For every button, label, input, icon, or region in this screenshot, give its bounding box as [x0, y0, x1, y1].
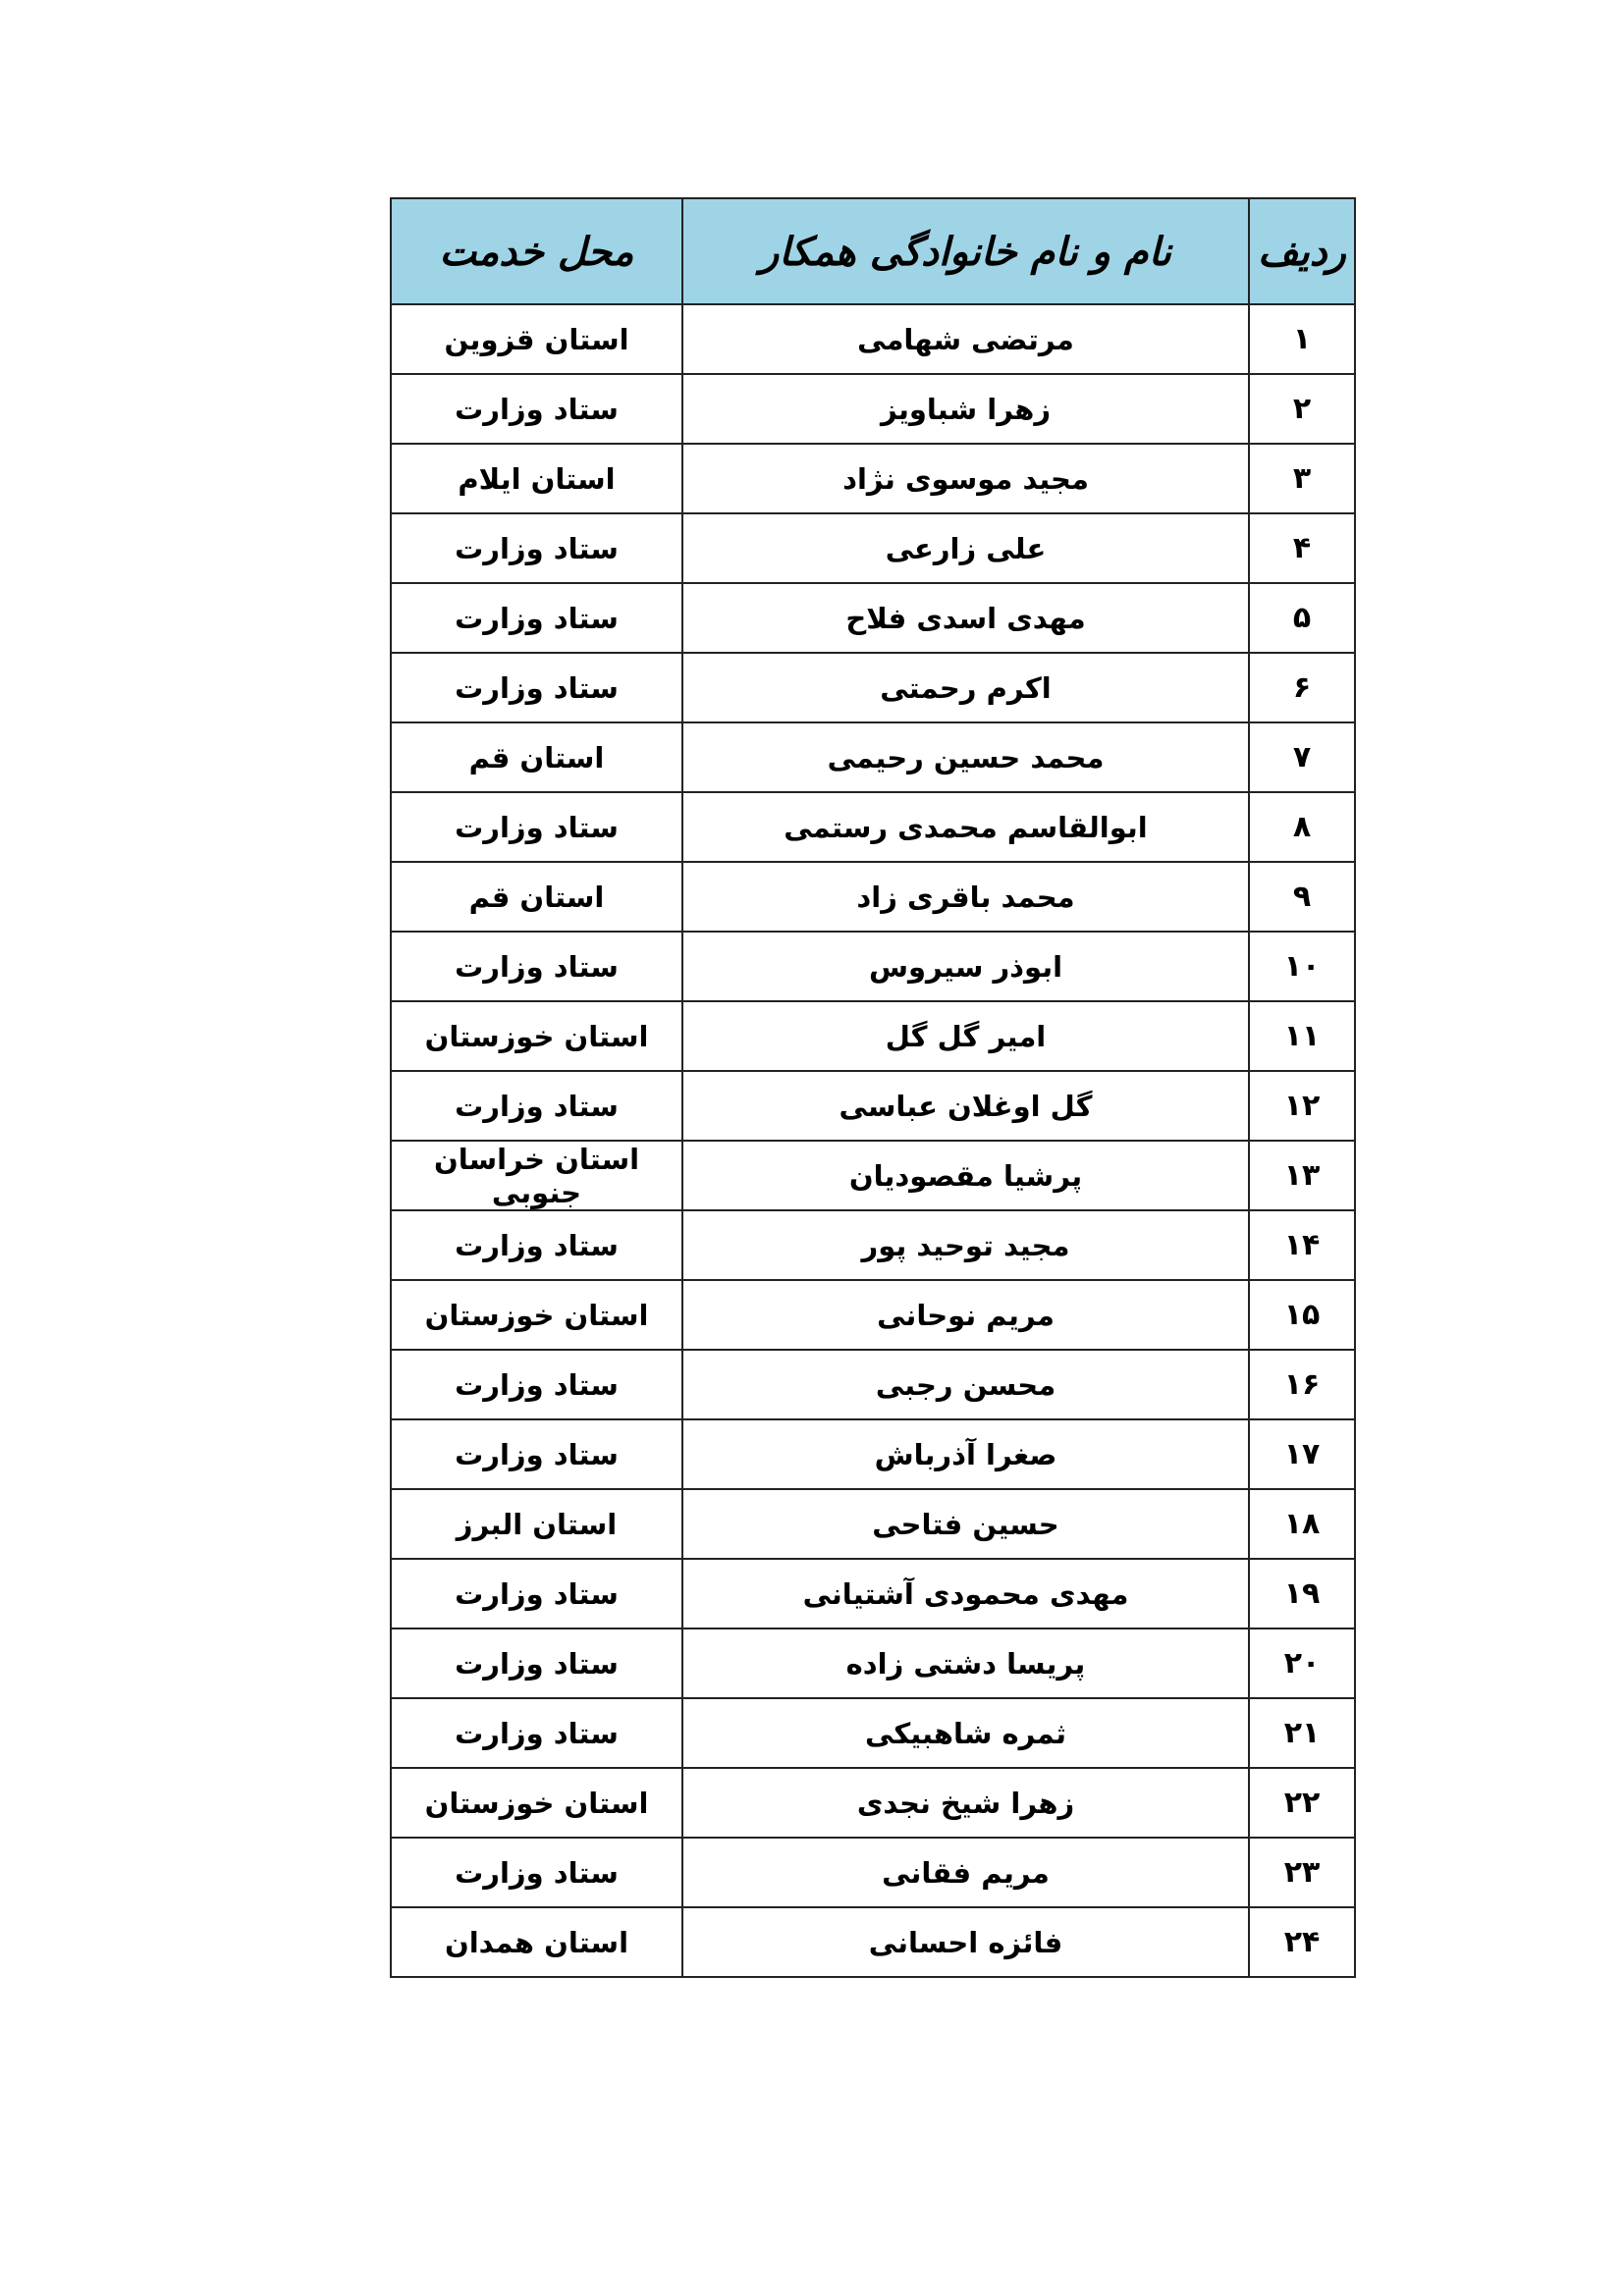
row-number-cell: ۱۰ — [1249, 932, 1355, 1001]
row-number-cell: ۱۲ — [1249, 1071, 1355, 1141]
row-place-cell: ستاد وزارت — [391, 1629, 682, 1698]
table-row — [391, 1698, 1355, 1768]
table-row — [391, 862, 1355, 932]
row-place-cell: استان ایلام — [391, 444, 682, 513]
row-name-cell: گل اوغلان عباسی — [682, 1071, 1249, 1141]
table-row — [391, 304, 1355, 374]
row-place-cell: ستاد وزارت — [391, 932, 682, 1001]
row-number-cell: ۱۱ — [1249, 1001, 1355, 1071]
row-name-cell: مریم فقانی — [682, 1838, 1249, 1907]
row-name-cell: مجید توحید پور — [682, 1210, 1249, 1280]
row-name-cell: مریم نوحانی — [682, 1280, 1249, 1350]
row-place-cell: ستاد وزارت — [391, 792, 682, 862]
row-number-cell: ۱۵ — [1249, 1280, 1355, 1350]
row-place-cell: ستاد وزارت — [391, 1838, 682, 1907]
row-name-cell: محمد باقری زاد — [682, 862, 1249, 932]
row-name-cell: صغرا آذرباش — [682, 1419, 1249, 1489]
row-number-cell: ۴ — [1249, 513, 1355, 583]
row-name-cell: ابوذر سیروس — [682, 932, 1249, 1001]
row-number-cell: ۲۴ — [1249, 1907, 1355, 1977]
row-name-cell: پرشیا مقصودیان — [682, 1141, 1249, 1210]
table-row — [391, 722, 1355, 792]
row-name-cell: علی زارعی — [682, 513, 1249, 583]
row-name-cell: مرتضی شهامی — [682, 304, 1249, 374]
row-place-cell: استان قزوین — [391, 304, 682, 374]
row-name-cell: فائزه احسانی — [682, 1907, 1249, 1977]
row-number-cell: ۶ — [1249, 653, 1355, 722]
row-place-cell: استان خراسان جنوبی — [391, 1141, 682, 1210]
row-name-cell: پریسا دشتی زاده — [682, 1629, 1249, 1698]
row-number-cell: ۱۸ — [1249, 1489, 1355, 1559]
row-place-cell: ستاد وزارت — [391, 1559, 682, 1629]
table-row — [391, 1350, 1355, 1419]
table-row — [391, 932, 1355, 1001]
row-name-cell: زهرا شیخ نجدی — [682, 1768, 1249, 1838]
table-row — [391, 1559, 1355, 1629]
row-place-cell: ستاد وزارت — [391, 1071, 682, 1141]
row-place-cell: استان البرز — [391, 1489, 682, 1559]
table-row — [391, 1419, 1355, 1489]
row-number-cell: ۱۷ — [1249, 1419, 1355, 1489]
staff-table — [390, 197, 1356, 1978]
table-row — [391, 1141, 1355, 1210]
row-number-cell: ۸ — [1249, 792, 1355, 862]
header-name: نام و نام خانوادگی همکار — [682, 198, 1249, 304]
row-name-cell: مهدی محمودی آشتیانی — [682, 1559, 1249, 1629]
row-name-cell: مجید موسوی نژاد — [682, 444, 1249, 513]
row-number-cell: ۲۰ — [1249, 1629, 1355, 1698]
row-number-cell: ۳ — [1249, 444, 1355, 513]
table-row — [391, 1071, 1355, 1141]
row-name-cell: زهرا شباویز — [682, 374, 1249, 444]
row-number-cell: ۱۳ — [1249, 1141, 1355, 1210]
row-number-cell: ۲ — [1249, 374, 1355, 444]
row-place-cell: ستاد وزارت — [391, 513, 682, 583]
row-number-cell: ۲۳ — [1249, 1838, 1355, 1907]
row-place-cell: ستاد وزارت — [391, 1419, 682, 1489]
row-place-cell: استان همدان — [391, 1907, 682, 1977]
row-place-cell: ستاد وزارت — [391, 1698, 682, 1768]
row-number-cell: ۱۴ — [1249, 1210, 1355, 1280]
row-place-cell: استان خوزستان — [391, 1280, 682, 1350]
row-number-cell: ۵ — [1249, 583, 1355, 653]
row-name-cell: محسن رجبی — [682, 1350, 1249, 1419]
table-row — [391, 653, 1355, 722]
row-number-cell: ۲۱ — [1249, 1698, 1355, 1768]
row-number-cell: ۱۶ — [1249, 1350, 1355, 1419]
table-row — [391, 583, 1355, 653]
row-name-cell: ابوالقاسم محمدی رستمی — [682, 792, 1249, 862]
row-place-cell: ستاد وزارت — [391, 653, 682, 722]
table-row — [391, 513, 1355, 583]
row-number-cell: ۷ — [1249, 722, 1355, 792]
row-place-cell: ستاد وزارت — [391, 1350, 682, 1419]
row-place-cell: استان خوزستان — [391, 1001, 682, 1071]
row-name-cell: امیر گل گل — [682, 1001, 1249, 1071]
row-place-cell: ستاد وزارت — [391, 583, 682, 653]
table-row — [391, 792, 1355, 862]
row-name-cell: مهدی اسدی فلاح — [682, 583, 1249, 653]
row-place-cell: ستاد وزارت — [391, 374, 682, 444]
header-place: محل خدمت — [391, 198, 682, 304]
table-row — [391, 1838, 1355, 1907]
table-row — [391, 1629, 1355, 1698]
header-number: ردیف — [1249, 198, 1355, 304]
table-row — [391, 444, 1355, 513]
row-place-cell: استان قم — [391, 862, 682, 932]
row-place-cell: استان قم — [391, 722, 682, 792]
table-row — [391, 1210, 1355, 1280]
table-row — [391, 1489, 1355, 1559]
row-number-cell: ۱۹ — [1249, 1559, 1355, 1629]
row-number-cell: ۲۲ — [1249, 1768, 1355, 1838]
row-number-cell: ۱ — [1249, 304, 1355, 374]
row-name-cell: حسین فتاحی — [682, 1489, 1249, 1559]
table-row — [391, 1768, 1355, 1838]
row-place-cell: ستاد وزارت — [391, 1210, 682, 1280]
table-row — [391, 1001, 1355, 1071]
table-body — [391, 304, 1355, 1977]
table-row — [391, 374, 1355, 444]
row-place-cell: استان خوزستان — [391, 1768, 682, 1838]
row-name-cell: محمد حسین رحیمی — [682, 722, 1249, 792]
table-header — [391, 198, 1355, 304]
table-row — [391, 1280, 1355, 1350]
row-name-cell: ثمره شاهبیکی — [682, 1698, 1249, 1768]
table-row — [391, 1907, 1355, 1977]
row-name-cell: اکرم رحمتی — [682, 653, 1249, 722]
row-number-cell: ۹ — [1249, 862, 1355, 932]
header-row — [391, 198, 1355, 304]
